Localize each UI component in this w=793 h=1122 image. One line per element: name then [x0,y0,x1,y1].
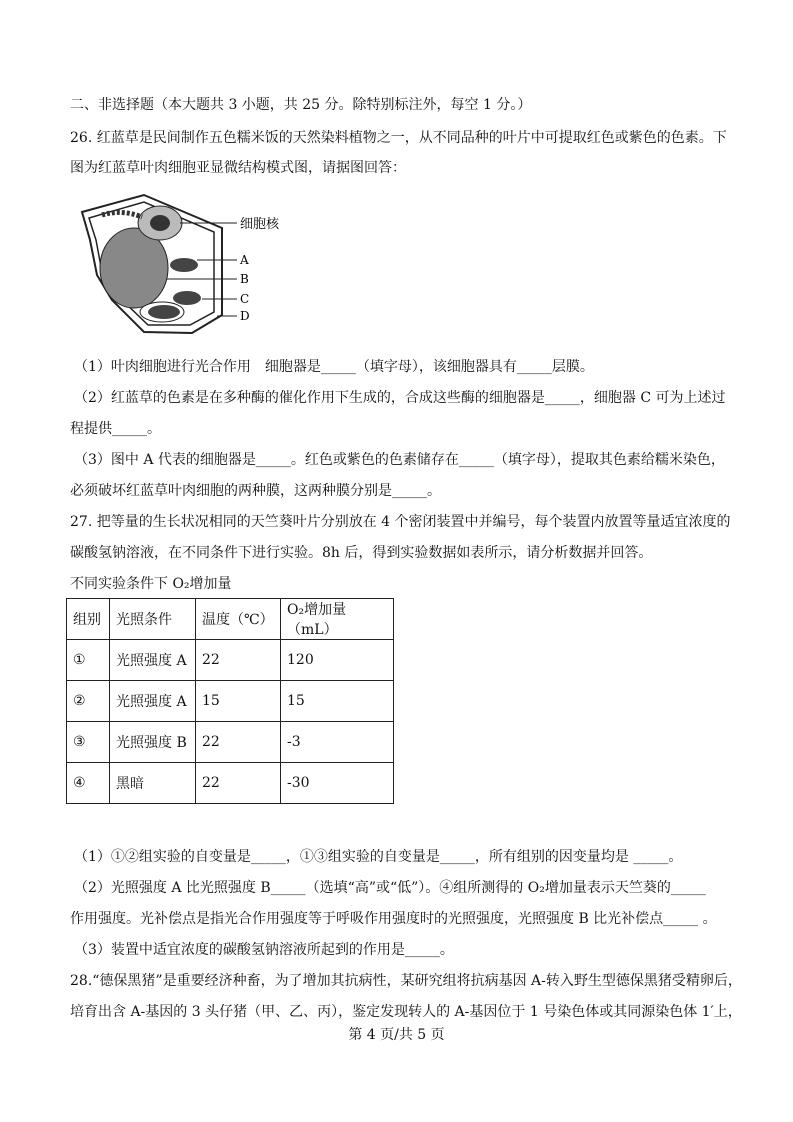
cell: 22 [196,763,281,804]
cell: 光照强度 A [110,640,196,681]
q27-part2: （2）光照强度 A 比光照强度 B_____（选填“高”或“低”）。④组所测得的 O₂增加量表示天竺葵的_____ [74,880,706,896]
q26-part3-cont: 必须破坏红蓝草叶肉细胞的两种膜，这两种膜分别是_____。 [70,483,441,499]
header-cell: 光照条件 [110,599,196,640]
label-nucleus: 细胞核 [240,217,280,232]
cell: -3 [281,722,394,763]
cell: -30 [281,763,394,804]
q26-stem-line1: 26. 红蓝草是民间制作五色糯米饭的天然染料植物之一，从不同品种的叶片中可提取红色或紫色的色素。下 [70,130,727,146]
cell: ④ [67,763,110,804]
q27-part3: （3）装置中适宜浓度的碳酸氢钠溶液所起到的作用是_____。 [74,942,454,958]
header-cell: 温度（℃） [196,599,281,640]
header-cell: O₂增加量（mL） [281,599,394,640]
q27-part2-cont: 作用强度。光补偿点是指光合作用强度等于呼吸作用强度时的光照强度，光照强度 B 比光补偿点_____ 。 [70,911,717,927]
table-header-row [67,599,394,640]
q27-stem-line2: 碳酸氢钠溶液，在不同条件下进行实验。8h 后，得到实验数据如表所示，请分析数据并回答。 [70,545,653,561]
section-heading: 二、非选择题（本大题共 3 小题，共 25 分。除特别标注外，每空 1 分。） [70,97,532,113]
table-row [67,722,394,763]
q27-part1: （1）①②组实验的自变量是_____，①③组实验的自变量是_____，所有组别的因变量均是 _____。 [74,849,683,865]
cell: 22 [196,640,281,681]
table-row [67,763,394,804]
cell-diagram [72,190,292,340]
q28-stem-line2: 培育出含 A-基因的 3 头仔猪（甲、乙、丙），鉴定发现转人的 A-基因位于 1 号染色体或其同源染色体 1′上， [70,1004,742,1020]
header-cell: 组别 [67,599,110,640]
q26-part3: （3）图中 A 代表的细胞器是_____。红色或紫色的色素储存在_____（填字母），提取其色素给糯米染色， [74,452,725,468]
cell: 15 [281,681,394,722]
q26-part1: （1）叶肉细胞进行光合作用 细胞器是_____（填字母），该细胞器具有_____层膜。 [74,359,594,375]
q26-part2: （2）红蓝草的色素是在多种酶的催化作用下生成的，合成这些酶的细胞器是_____，细胞器 C 可为上述过 [74,390,726,406]
cell: 15 [196,681,281,722]
cell: ③ [67,722,110,763]
cell: ① [67,640,110,681]
cell: ② [67,681,110,722]
q26-stem-line2: 图为红蓝草叶肉细胞亚显微结构模式图，请据图回答： [70,160,406,176]
cell: 22 [196,722,281,763]
cell: 黑暗 [110,763,196,804]
data-table [66,598,394,804]
cell: 光照强度 B [110,722,196,763]
q28-stem-line1: 28.“德保黑猪”是重要经济种畜，为了增加其抗病性，某研究组将抗病基因 A-转入野生型德保黑猪受精卵后， [70,973,742,989]
label-b: B [240,272,249,286]
cell: 光照强度 A [110,681,196,722]
page-footer: 第 4 页/共 5 页 [348,1027,445,1043]
cell: 120 [281,640,394,681]
label-a: A [240,253,249,267]
q26-part2-cont: 程提供_____。 [70,421,161,437]
label-c: C [240,292,250,306]
table-row [67,640,394,681]
table-caption: 不同实验条件下 O₂增加量 [70,576,232,592]
q27-stem-line1: 27. 把等量的生长状况相同的天竺葵叶片分别放在 4 个密闭装置中并编号，每个装置内放置等量适宜浓度的 [70,514,731,530]
label-d: D [240,309,250,323]
table-row [67,681,394,722]
